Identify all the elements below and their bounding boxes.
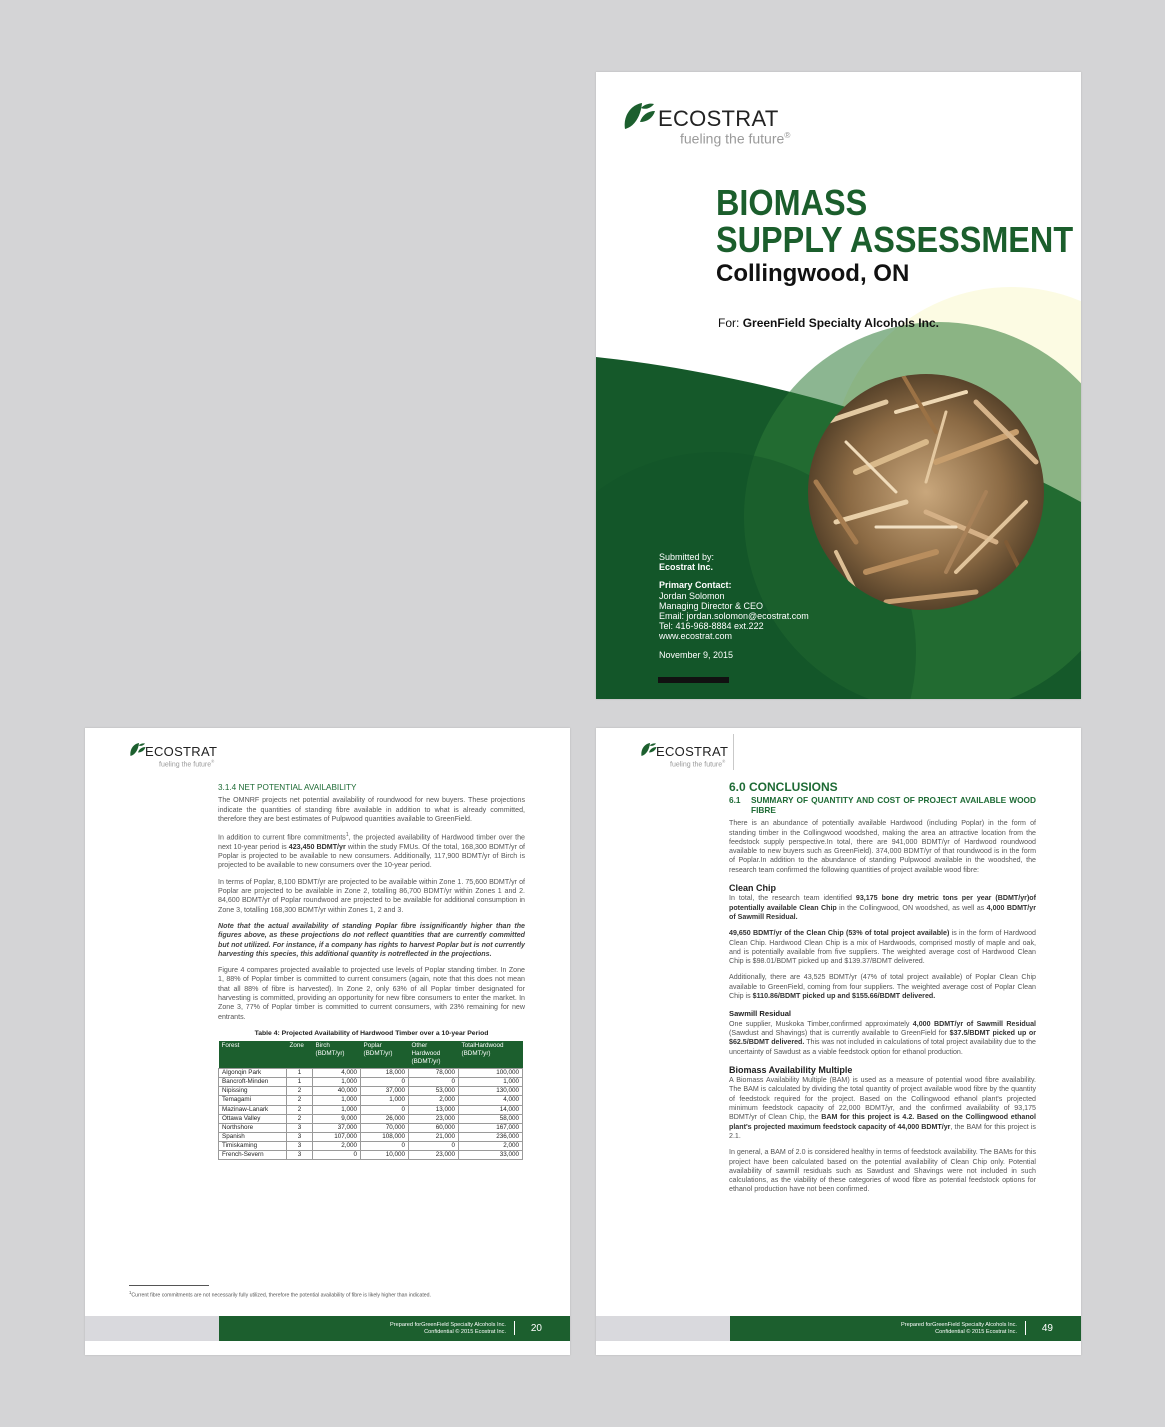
table-cell: 236,000 [459,1132,523,1141]
clean-chip-paragraph-1: In total, the research team identified 93,175 bone dry metric tons per year (BDMT/yr)of potentially available Clean Chip in the Collingwood, ON woodshed, as well as 4,000 BDMT/yr of Sawmill Residual. [729,894,1037,921]
footnote-marker: 1 [129,1290,132,1295]
trademark-mark: ® [211,759,215,764]
submission-details [659,552,809,660]
table-cell: Mazinaw-Lanark [219,1105,287,1114]
page-footer [730,1316,1081,1341]
paragraph-5: Figure 4 compares projected available to projected use levels of Poplar standing timber. In Zone 1, 88% of Poplar timber is committed to current consumers (again, note that this does not mean that all 88% of fibre is harvested). In Zone 2, only 63% of all Poplar timber designated for harvesting is committed, providing an opportunity for new fibre consumers to enter the market. In Zone 3, 77% of Poplar timber is committed to current consumers, with 23% remaining for new entrants. [218,966,525,1021]
table-cell: 14,000 [459,1105,523,1114]
table-cell: 2 [287,1105,313,1114]
footnote [129,1290,431,1299]
cover-client [718,316,939,330]
title-line-1: BIOMASS [716,182,868,223]
table-cell: 2 [287,1087,313,1096]
table-cell: Nipissing [219,1087,287,1096]
table-cell: 3 [287,1123,313,1132]
cover-page [596,72,1081,699]
clean-chip-paragraph-2: 49,650 BDMT/yr of the Clean Chip (53% of total project available) is in the form of Hardwood Clean Chip. Hardwood Clean Chip is a mix of Hardwoods, comprised mostly of maple and oak, and is potentially available from five suppliers. The weighted average cost of Hardwood Clean Chip is $98.01/BDMT picked up and $139.37/BDMT delivered. [729,929,1036,966]
table-header-row [219,1041,523,1067]
page-20-body [218,783,525,1160]
footer-separator [1025,1321,1026,1335]
table-cell: Northshore [219,1123,287,1132]
footer-confidential: Confidential © 2015 Ecostrat Inc. [935,1328,1017,1335]
page-number: 49 [1041,1323,1053,1334]
table-row [219,1069,523,1078]
contact-title: Managing Director & CEO [659,600,764,611]
footer-text [390,1322,506,1335]
table-cell: 1,000 [313,1096,361,1105]
section-number: 6.1 [729,795,741,806]
table-cell: Bancroft-Minden [219,1078,287,1087]
logo-wordmark: ECOSTRAT [656,744,729,759]
bam-paragraph-2: In general, a BAM of 2.0 is considered healthy in terms of feedstock availability. The BAMs for this project have been calculated based on the potential availability of Clean Chip only. Potential availability of sawmill residuals such as Sawdust and Shavings were not included in such calculations, as the viability of these categories of wood fibre as potential feedstock options for ethanol production have not been confirmed. [729,1148,1036,1194]
paragraph-2: In addition to current fibre commitments$^1$, the projected availability of Hardwood timber over the next 10-year period is 423,450 BDMT/yr within the study FMUs. Of the total, 168,300 BDMT/yr of Poplar is projected to be available to new consumers. Additionally, 117,900 BDMT/yr of Birch is projected to be available to new consumers over the 10-year period. [218,832,526,870]
client-name: GreenField Specialty Alcohols Inc. [742,316,939,330]
submitted-by: Ecostrat Inc. [659,562,714,573]
table-cell: 23,000 [409,1151,459,1160]
table-cell: 107,000 [313,1132,361,1141]
page-number: 20 [530,1323,542,1334]
table-cell: 1,000 [361,1096,409,1105]
for-label: For: [718,316,740,330]
section-title: SUMMARY OF QUANTITY AND COST OF PROJECT AVAILABLE WOOD FIBRE [751,795,1036,815]
contact-phone: Tel: 416-968-8884 ext.222 [659,621,764,632]
table-cell: 0 [361,1105,409,1114]
contact-website[interactable]: www.ecostrat.com [659,631,733,642]
trademark-mark: ® [722,759,726,764]
table-cell: 4,000 [459,1096,523,1105]
table-title: Table 4: Projected Availability of Hardwood Timber over a 10-year Period [254,1029,489,1037]
tagline-text: fueling the future [670,761,723,769]
section-heading [729,796,1036,815]
ecostrat-logo [622,102,791,147]
clean-chip-paragraph-3: Additionally, there are 43,525 BDMT/yr (47% of total project available) of Poplar Clean Chip available to GreenField, coming from four suppliers. The weighted average cost of Poplar Clean Chip is $110.86/BDMT picked up and $155.66/BDMT delivered. [729,973,1036,1001]
trademark-mark: ® [784,130,791,140]
cover-accent-bar [658,677,729,683]
sawmill-residual-heading: Sawmill Residual [729,1009,792,1019]
logo-tagline [680,130,790,147]
ecostrat-logo-small [129,742,218,769]
footer-prepared-for: Prepared forGreenField Specialty Alcohols Inc. [390,1322,506,1328]
tagline-text: fueling the future [159,761,212,769]
bam-paragraph-1: A Biomass Availability Multiple (BAM) is used as a measure of potential wood fibre availability. The BAM is calculated by dividing the total quantity of project available wood fibre by the quantity of feedstock required for the project. Based on the Collingwood ethanol plant's projected minimum feedstock capacity of 22,000 BDMT/yr, and the confirmed availability of 93,175 BDMT/yr of Clean Chip, the BAM for this project is 4.2. Based on the Collingwood ethanol plant's projected maximum feedstock capacity of 44,000 BDMT/yr, the BAM for this project is 2.1. [729,1076,1036,1140]
footnote-text: Current fibre commitments are not necessarily fully utilized, therefore the potential availability of fibre is likely higher than indicated. [131,1292,431,1299]
table-row [219,1087,523,1096]
cover-title [716,184,1073,258]
table-cell: 21,000 [409,1132,459,1141]
logo-tagline [670,759,725,768]
paragraph-note: Note that the actual availability of standing Poplar fibre issignificantly higher than the figures above, as these projections do not reflect quantities that are currently committed but not utilized. For instance, if a company has rights to harvest Poplar but is not currently harvesting this species, this additional quantity is notreflected in the projections. [218,921,525,958]
table-row [219,1096,523,1105]
paragraph-3: In terms of Poplar, 8,100 BDMT/yr are projected to be available within Zone 1. 75,600 BDMT/yr of Poplar are projected to be available in Zone 2, totalling 86,700 BDMT/yr within Zones 1 and 2. 84,600 BDMT/yr of Poplar roundwood are projected to be available for additional consumption in Zone 3, totalling 168,300 BDMT/yr within Zones 1, 2 and 3. [218,877,525,914]
table-cell: 78,000 [409,1069,459,1078]
paragraph-1: The OMNRF projects net potential availability of roundwood for new buyers. These projections indicate the quantities of standing fibre available in addition to what is already committed, therefore they are best estimates of Pulpwood quantities available to GreenField. [218,796,525,823]
table-cell: 0 [361,1078,409,1087]
footer-gray-band [596,1316,730,1341]
logo-wordmark: ECOSTRAT [658,106,779,131]
table-cell: 2 [287,1096,313,1105]
col-other-hardwood: Other Hardwood (BDMT/yr) [409,1041,459,1067]
table-cell: Temagami [219,1096,287,1105]
table-row [219,1151,523,1160]
table-cell: 18,000 [361,1069,409,1078]
table-cell: 1 [287,1078,313,1087]
table-cell: French-Severn [219,1151,287,1160]
cover-date: November 9, 2015 [659,649,734,660]
table-cell: 40,000 [313,1087,361,1096]
header-divider [733,734,734,770]
table-cell: 33,000 [459,1151,523,1160]
table-cell: 23,000 [409,1114,459,1123]
table-cell: 0 [361,1141,409,1150]
table-row [219,1141,523,1150]
table-body [219,1067,523,1159]
table-cell: 1 [287,1069,313,1078]
table-cell: 2,000 [313,1141,361,1150]
hardwood-availability-table [218,1041,523,1160]
table-cell: 100,000 [459,1069,523,1078]
table-row [219,1114,523,1123]
table-row [219,1132,523,1141]
table-cell: 1,000 [313,1078,361,1087]
page-49-body [729,780,1037,1202]
table-cell: Ottawa Valley [219,1114,287,1123]
table-cell: Algonqin Park [219,1069,287,1078]
table-cell: 1,000 [459,1078,523,1087]
table-cell: 3 [287,1151,313,1160]
table-cell: 53,000 [409,1087,459,1096]
leaf-logo-icon [622,102,658,132]
chapter-heading: 6.0 CONCLUSIONS [729,780,838,794]
table-cell: Spanish [219,1132,287,1141]
table-cell: 70,000 [361,1123,409,1132]
table-cell: 2 [287,1114,313,1123]
col-total-hardwood: TotalHardwood (BDMT/yr) [459,1041,523,1067]
cover-subtitle: Collingwood, ON [716,260,910,287]
table-cell: 0 [409,1141,459,1150]
title-line-2: SUPPLY ASSESSMENT [716,219,1074,260]
table-cell: 2,000 [459,1141,523,1150]
table-cell: 3 [287,1141,313,1150]
table-cell: 10,000 [361,1151,409,1160]
logo-wordmark: ECOSTRAT [145,744,218,759]
contact-email[interactable]: Email: jordan.solomon@ecostrat.com [659,611,809,622]
footnote-divider [129,1285,209,1286]
table-cell: Timiskaming [219,1141,287,1150]
table-cell: 26,000 [361,1114,409,1123]
table-cell: 2,000 [409,1096,459,1105]
table-cell: 37,000 [313,1123,361,1132]
bam-heading: Biomass Availability Multiple [729,1064,853,1075]
footnote-ref[interactable]: 1 [345,832,349,839]
wood-chips-image [808,374,1044,610]
table-cell: 58,000 [459,1114,523,1123]
footer-prepared-for: Prepared forGreenField Specialty Alcohols Inc. [901,1322,1017,1328]
intro-paragraph: There is an abundance of potentially available Hardwood (including Poplar) in the form of standing timber in the Collingwood woodshed, making the area an attractive location from the feedstock supply perspective.In total, there are 941,000 BDMT/yr of Hardwood roundwood available to new buyers such as GreenField). 374,000 BDMT/yr of that roundwood is in the form of Poplar.In addition to the abundance of standing Pulpwood available in the woodshed, the research team confirmed the following quantities of project available wood fibre: [729,819,1036,874]
table-cell: 9,000 [313,1114,361,1123]
ecostrat-logo-small [640,742,729,769]
table-cell: 0 [313,1151,361,1160]
table-cell: 0 [409,1078,459,1087]
section-heading: 3.1.4 NET POTENTIAL AVAILABILITY [218,783,357,792]
contact-label: Primary Contact: [659,580,732,591]
table-row [219,1123,523,1132]
page-20 [85,728,570,1355]
table-row [219,1078,523,1087]
footer-separator [514,1321,515,1335]
table-cell: 13,000 [409,1105,459,1114]
col-poplar: Poplar (BDMT/yr) [361,1041,409,1067]
table-cell: 4,000 [313,1069,361,1078]
contact-name: Jordan Solomon [659,590,725,601]
footer-confidential: Confidential © 2015 Ecostrat Inc. [424,1328,506,1335]
table-cell: 108,000 [361,1132,409,1141]
table-cell: 167,000 [459,1123,523,1132]
sawmill-residual-paragraph: One supplier, Muskoka Timber,confirmed approximately 4,000 BDMT/yr of Sawmill Residual (Sawdust and Shavings) that is currently available to GreenField for $37.5/BDMT picked up or $62.5/BDMT delivered. This was not included in calculations of total project availability due to the uncertainty of Sawdust as a viable feedstock option for ethanol production. [729,1019,1036,1056]
table-cell: 130,000 [459,1087,523,1096]
col-birch: Birch (BDMT/yr) [313,1041,361,1067]
col-zone: Zone [287,1041,313,1067]
col-forest: Forest [219,1041,287,1067]
submitted-label: Submitted by: [659,552,715,562]
logo-tagline [159,759,214,768]
clean-chip-heading: Clean Chip [729,883,777,894]
table-cell: 3 [287,1132,313,1141]
tagline-text: fueling the future [680,130,785,147]
table-row [219,1105,523,1114]
table-cell: 60,000 [409,1123,459,1132]
footer-gray-band [85,1316,219,1341]
table-cell: 1,000 [313,1105,361,1114]
table-cell: 37,000 [361,1087,409,1096]
footer-text [901,1322,1017,1335]
page-footer [219,1316,570,1341]
page-49 [596,728,1081,1355]
